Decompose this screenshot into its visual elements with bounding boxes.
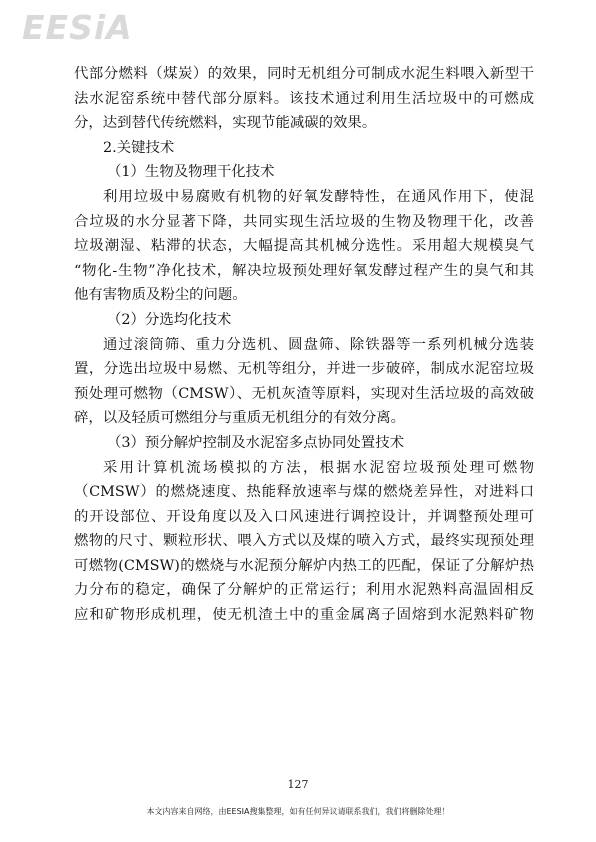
text-line: 置，分选出垃圾中易燃、无机等组分，并进一步破碎，制成水泥窑垃圾 bbox=[74, 361, 534, 378]
text-line: （3）预分解炉控制及水泥窑多点协同处置技术 bbox=[107, 434, 404, 451]
text-line: 2.关键技术 bbox=[103, 139, 175, 156]
text-line: 垃圾潮湿、粘滞的状态，大幅提高其机械分选性。采用超大规模臭气 bbox=[74, 238, 534, 255]
text-line: （2）分选均化技术 bbox=[107, 311, 232, 328]
eesia-logo: EESiA bbox=[22, 8, 133, 47]
text-line: （1）生物及物理干化技术 bbox=[107, 164, 275, 181]
document-body bbox=[74, 62, 534, 628]
text-line: 合垃圾的水分显著下降，共同实现生活垃圾的生物及物理干化，改善 bbox=[74, 213, 534, 230]
page-number: 127 bbox=[287, 778, 309, 791]
text-line: 可燃物(CMSW)的燃烧与水泥预分解炉内热工的匹配，保证了分解炉热 bbox=[74, 557, 534, 574]
text-line: “物化-生物”净化技术，解决垃圾预处理好氧发酵过程产生的臭气和其 bbox=[74, 262, 534, 279]
text-line: 代部分燃料（煤炭）的效果，同时无机组分可制成水泥生料喂入新型干 bbox=[74, 66, 534, 82]
footer-disclaimer: 本文内容来自网络，由EESIA搜集整理，如有任何异议请联系我们，我们将删除处理！ bbox=[146, 807, 450, 816]
text-line: 力分布的稳定，确保了分解炉的正常运行；利用水泥熟料高温固相反 bbox=[74, 582, 534, 599]
text-line: 分，达到替代传统燃料，实现节能减碳的效果。 bbox=[74, 115, 377, 132]
text-line: 的开设部位、开设角度以及入口风速进行调控设计，并调整预处理可 bbox=[74, 508, 534, 525]
text-line: 应和矿物形成机理，使无机渣土中的重金属离子固熔到水泥熟料矿物 bbox=[74, 607, 534, 624]
text-line: （CMSW）的燃烧速度、热能释放速率与煤的燃烧差异性，对进料口 bbox=[74, 484, 534, 501]
text-line: 采用计算机流场模拟的方法，根据水泥窑垃圾预处理可燃物 bbox=[103, 459, 534, 476]
text-line: 法水泥窑系统中替代部分原料。该技术通过利用生活垃圾中的可燃成 bbox=[74, 90, 534, 107]
text-line: 通过滚筒筛、重力分选机、圆盘筛、除铁器等一系列机械分选装 bbox=[103, 336, 534, 353]
text-line: 碎，以及轻质可燃组分与重质无机组分的有效分离。 bbox=[74, 410, 405, 427]
text-line: 他有害物质及粉尘的问题。 bbox=[74, 287, 247, 304]
text-line: 燃物的尺寸、颗粒形状、喂入方式以及煤的喷入方式，最终实现预处理 bbox=[74, 533, 534, 550]
text-line: 利用垃圾中易腐败有机物的好氧发酵特性，在通风作用下，使混 bbox=[103, 188, 534, 205]
text-line: 预处理可燃物（CMSW）、无机灰渣等原料，实现对生活垃圾的高效破 bbox=[74, 385, 534, 402]
